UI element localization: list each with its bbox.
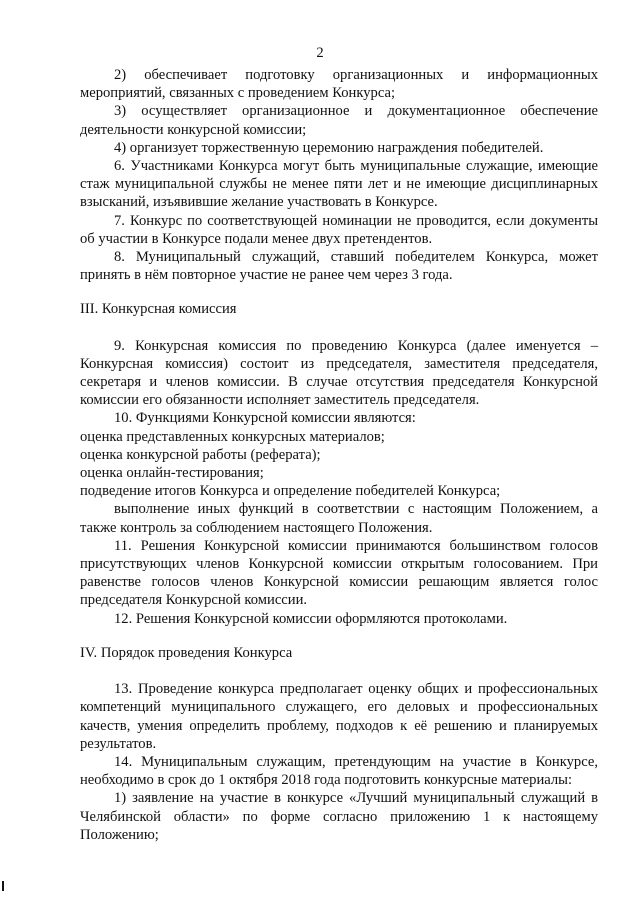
section-4-heading: IV. Порядок проведения Конкурса (80, 644, 293, 661)
page-number: 2 (316, 45, 324, 61)
function-item: оценка представленных конкурсных материалов; (80, 428, 385, 445)
paragraph-8: 8. Муниципальный служащий, ставший победителем Конкурса, может принять в нём повторное участие не ранее чем через 3 года. (80, 249, 598, 284)
function-item: подведение итогов Конкурса и определение победителей Конкурса; (80, 483, 501, 500)
paragraph-13: 13. Проведение конкурса предполагает оценку общих и профессиональных компетенций муниципального служащего, его деловых и профессиональных качеств, умения определить проблему, подходов к её решению и планируемых результатов. (80, 681, 598, 752)
paragraph-7: 7. Конкурс по соответствующей номинации не проводится, если документы об участии в Конкурсе подали менее двух претендентов. (80, 212, 598, 247)
document-body (80, 66, 598, 844)
paragraph-2-4: 4) организует торжественную церемонию награждения победителей. (114, 139, 544, 156)
paragraph-2-3: 3) осуществляет организационное и документационное обеспечение деятельности конкурсной комиссии; (80, 103, 598, 138)
paragraph-12: 12. Решения Конкурсной комиссии оформляются протоколами. (114, 610, 508, 627)
paragraph-9: 9. Конкурсная комиссия по проведению Конкурса (далее именуется – Конкурсная комиссия) состоит из председателя, заместителя председателя, секретаря и членов комиссии. В случае отсутствия председателя Конкурсной комиссии его обязанности исполняет заместитель председателя. (80, 337, 598, 409)
paragraph-10: 10. Функциями Конкурсной комиссии являются: (114, 410, 416, 427)
function-item: выполнение иных функций в соответствии с настоящим Положением, а также контроль за соблюдением настоящего Положения. (80, 501, 598, 536)
section-3-heading: III. Конкурсная комиссия (80, 301, 237, 318)
paragraph-14-1: 1) заявление на участие в конкурсе «Лучший муниципальный служащий в Челябинской области» по форме согласно приложению 1 к настоящему Положению; (80, 790, 598, 843)
paragraph-2-2: 2) обеспечивает подготовку организационных и информационных мероприятий, связанных с проведением Конкурса; (80, 67, 598, 102)
paragraph-14: 14. Муниципальным служащим, претендующим на участие в Конкурсе, необходимо в срок до 1 октября 2018 года подготовить конкурсные материалы: (80, 753, 598, 789)
scan-margin-mark (2, 881, 4, 891)
paragraph-11: 11. Решения Конкурсной комиссии принимаются большинством голосов присутствующих членов Конкурсной комиссии открытым голосованием. При равенстве голосов членов Конкурсной комиссии решающим является голос председателя Конкурсной комиссии. (80, 537, 598, 609)
function-item: оценка онлайн-тестирования; (80, 465, 264, 482)
function-item: оценка конкурсной работы (реферата); (80, 446, 321, 463)
paragraph-6: 6. Участниками Конкурса могут быть муниципальные служащие, имеющие стаж муниципальной службы не менее пяти лет и не имеющие дисциплинарных взысканий, изъявившие желание участвовать в Конкурсе. (80, 158, 598, 211)
